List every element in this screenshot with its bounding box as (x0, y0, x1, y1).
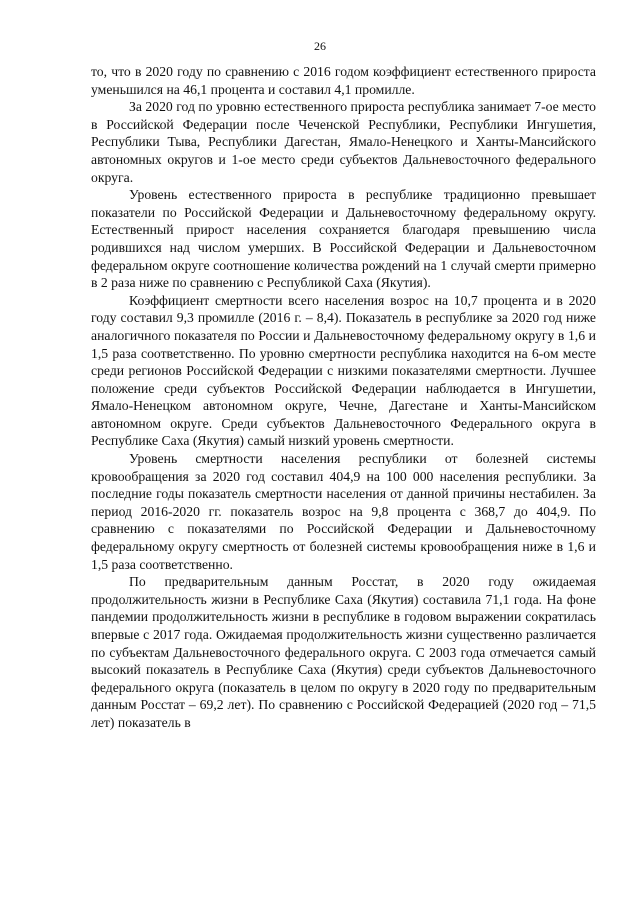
page-number: 26 (314, 39, 326, 53)
paragraph-natural-growth-level: Уровень естественного прироста в республике традиционно превышает показатели по Российской Федерации и Дальневосточному федеральному округу. Естественный прирост населения сохраняется благодаря превышению числа родившихся над числом умерших. В Российской Федерации и Дальневосточном федеральном округе соотношение количества рождений на 1 случай смерти примерно в 2 раза ниже по сравнению с Республикой Саха (Якутия). (91, 187, 596, 291)
paragraph-continuation: то, что в 2020 году по сравнению с 2016 годом коэффициент естественного прироста уменьшился на 46,1 процента и составил 4,1 промилле. (91, 64, 596, 97)
paragraph-circulatory-mortality: Уровень смертности населения республики от болезней системы кровообращения за 2020 год составил 404,9 на 100 000 населения республики. За последние годы показатель смертности населения от данной причины нестабилен. За период 2016-2020 гг. показатель возрос на 9,8 процента с 368,7 до 404,9. По сравнению с показателями по Российской Федерации и Дальневосточному федеральному округу смертность от болезней системы кровообращения ниже в 1,6 и 1,5 раза соответственно. (91, 451, 596, 572)
paragraph-natural-growth-rank: За 2020 год по уровню естественного прироста республика занимает 7-ое место в Российской Федерации после Чеченской Республики, Республики Ингушетия, Республики Тыва, Республики Дагестан, Ямало-Ненецкого и Ханты-Мансийского автономных округов и 1-ое место среди субъектов Дальневосточного федерального округа. (91, 99, 596, 185)
paragraph-mortality-rate: Коэффициент смертности всего населения возрос на 10,7 процента и в 2020 году составил 9,3 промилле (2016 г. – 8,4). Показатель в республике за 2020 год ниже аналогичного показателя по России и Дальневосточному федеральному округу в 1,6 и 1,5 раза соответственно. По уровню смертности республика находится на 6-ом месте среди регионов Российской Федерации с низкими показателями смертности. Лучшее положение среди субъектов Российской Федерации наблюдается в Ингушетии, Ямало-Ненецком автономном округе, Чечне, Дагестане и Ханты-Мансийском автономном округе. Среди субъектов Дальневосточного Федерального округа в Республике Саха (Якутия) самый низкий уровень смертности. (91, 292, 596, 449)
paragraph-life-expectancy: По предварительным данным Росстат, в 2020 году ожидаемая продолжительность жизни в Республике Саха (Якутия) составила 71,1 года. На фоне пандемии продолжительность жизни в республике в годовом выражении сократилась впервые с 2017 года. Ожидаемая продолжительность жизни существенно различается по субъектам Дальневосточного федерального округа. С 2003 года отмечается самый высокий показатель в Республике Саха (Якутия) среди субъектов Дальневосточного федерального округа (показатель в целом по округу в 2020 году по предварительным данным Росстат – 69,2 лет). По сравнению с Российской Федерацией (2020 год – 71,5 лет) показатель в (91, 574, 596, 730)
document-body (91, 63, 596, 732)
